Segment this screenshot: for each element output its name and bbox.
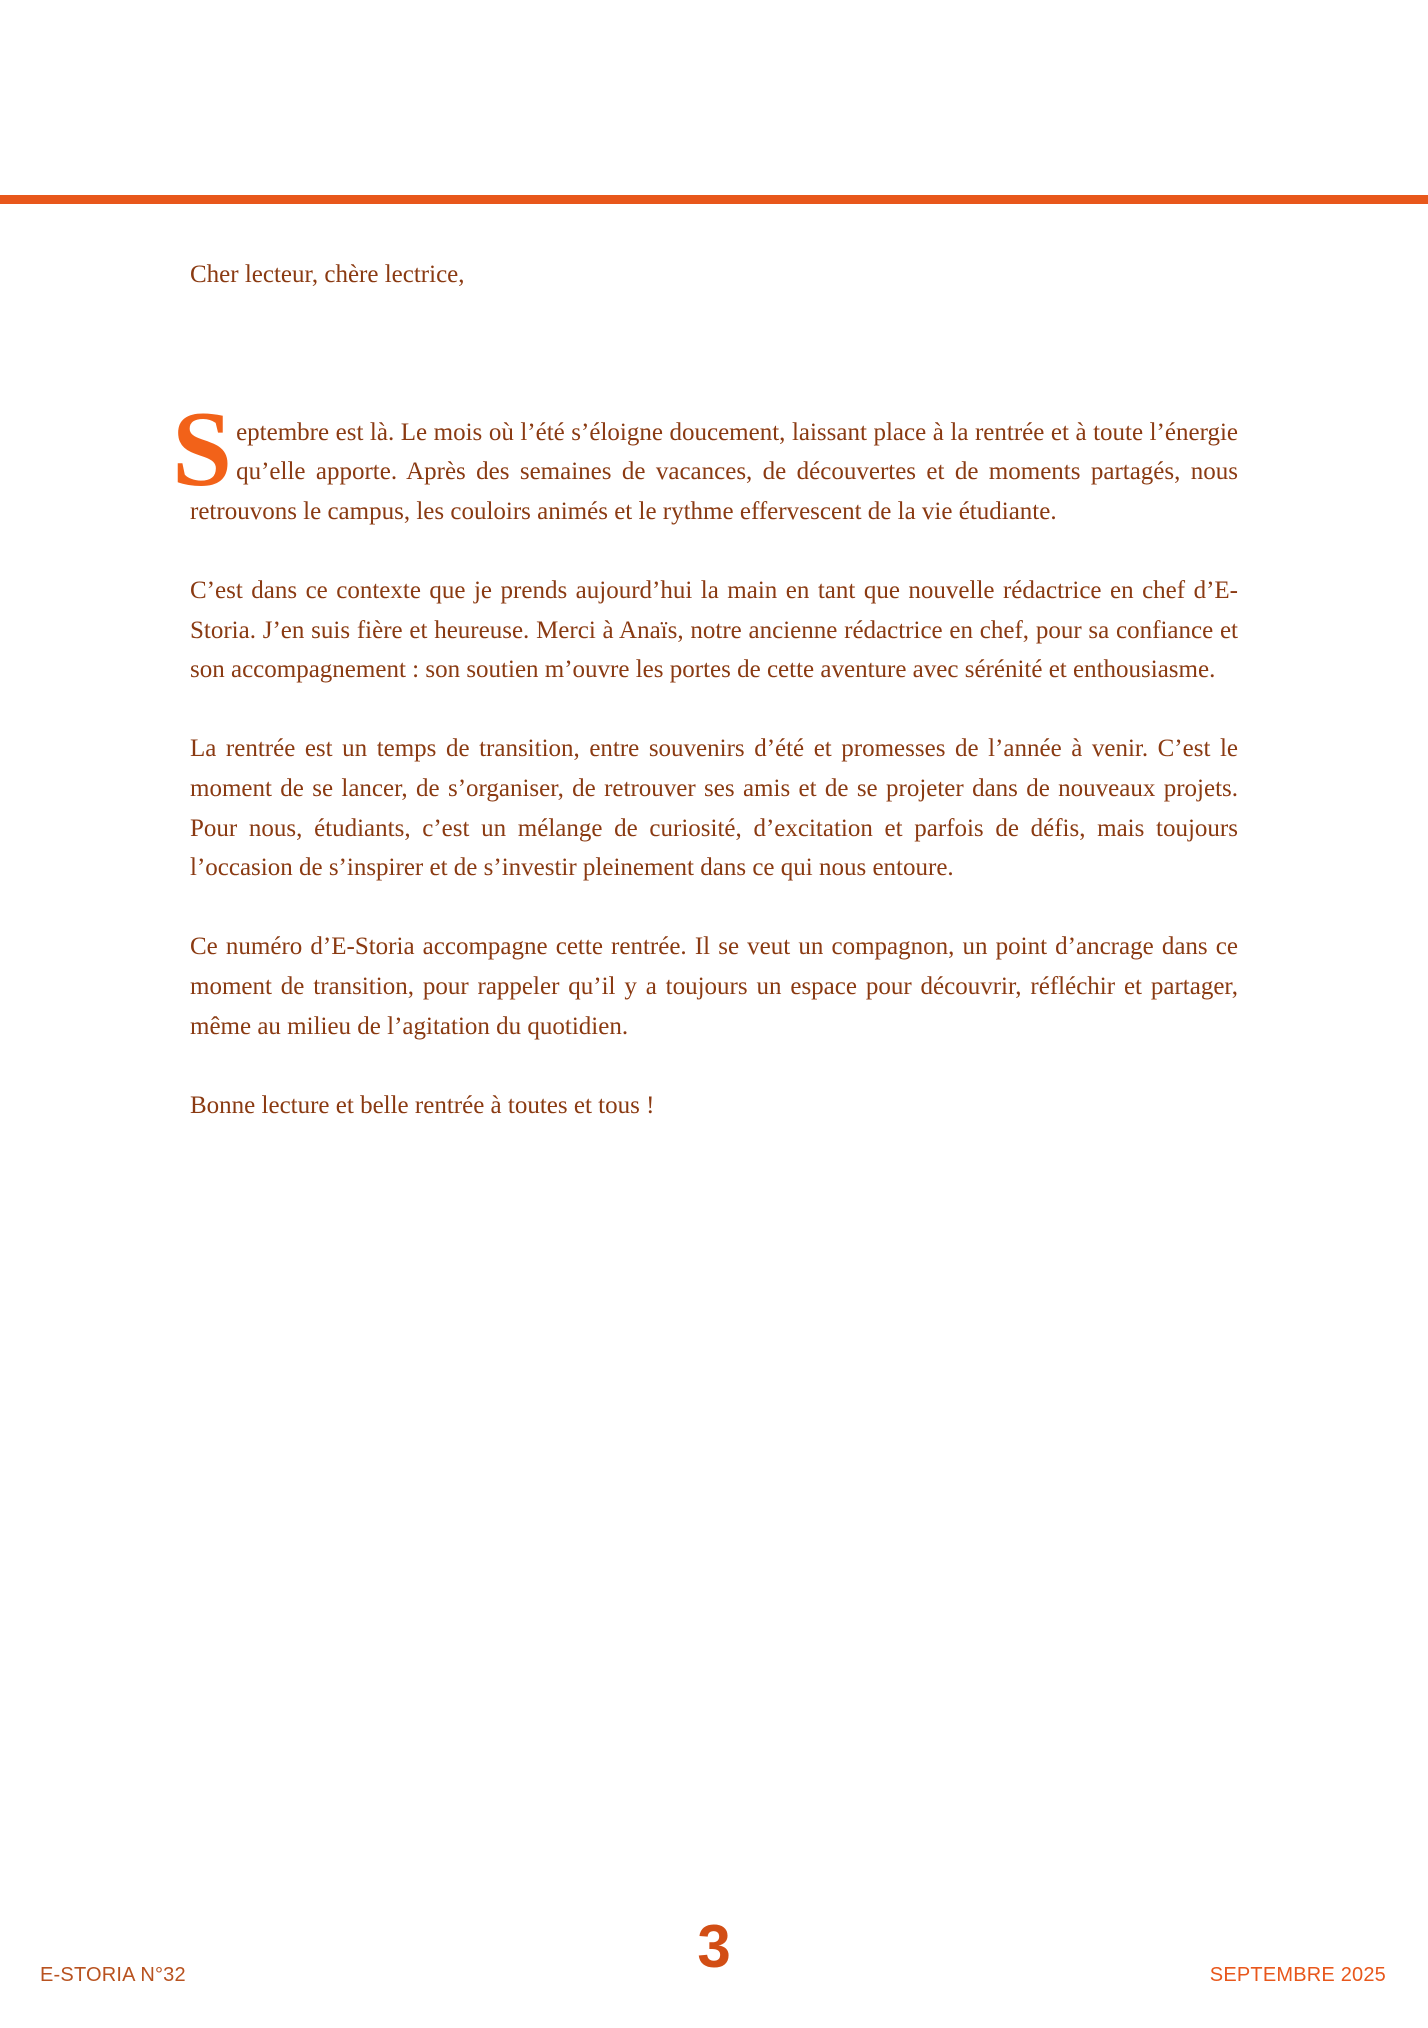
page-number: 3 [697,1913,731,1980]
dropcap-letter: S [172,389,233,509]
closing-line: Bonne lecture et belle rentrée à toutes et tous ! [190,1091,655,1119]
issue-date: SEPTEMBRE 2025 [1209,1964,1386,1986]
header-rule [0,195,1428,204]
paragraph-4: Ce numéro d’E-Storia accompagne cette rentrée. Il se veut un compagnon, un point d’ancrage dans ce moment de transition, pour rappeler qu’il y a toujours un espace pour découvrir, réfléchir et partager, même au milieu de l’agitation du quotidien. [190,933,1238,1040]
paragraph-2: C’est dans ce contexte que je prends aujourd’hui la main en tant que nouvelle rédactrice en chef d’E-Storia. J’en suis fière et heureuse. Merci à Anaïs, notre ancienne rédactrice en chef, pour sa confiance et son accompagnement : son soutien m’ouvre les portes de cette aventure avec sérénité et enthousiasme. [190,576,1238,684]
publication-name: E-STORIA N°32 [40,1964,186,1986]
paragraph-3: La rentrée est un temps de transition, entre souvenirs d’été et promesses de l’année à venir. C’est le moment de se lancer, de s’organiser, de retrouver ses amis et de se projeter dans de nouveaux projets. Pour nous, étudiants, c’est un mélange de curiosité, d’excitation et parfois de défis, mais toujours l’occasion de s’inspirer et de s’investir pleinement dans ce qui nous entoure. [190,735,1238,882]
editorial-letter [172,255,1238,1165]
paragraph-1-text: eptembre est là. Le mois où l’été s’éloigne doucement, laissant place à la rentrée et à toute l’énergie qu’elle apporte. Après des semaines de vacances, de découvertes et de moments partagés, nous retrouvons le campus, les couloirs animés et le rythme effervescent de la vie étudiante. [190,418,1238,525]
paragraph-1 [172,389,1238,532]
salutation: Cher lecteur, chère lectrice, [190,261,465,288]
